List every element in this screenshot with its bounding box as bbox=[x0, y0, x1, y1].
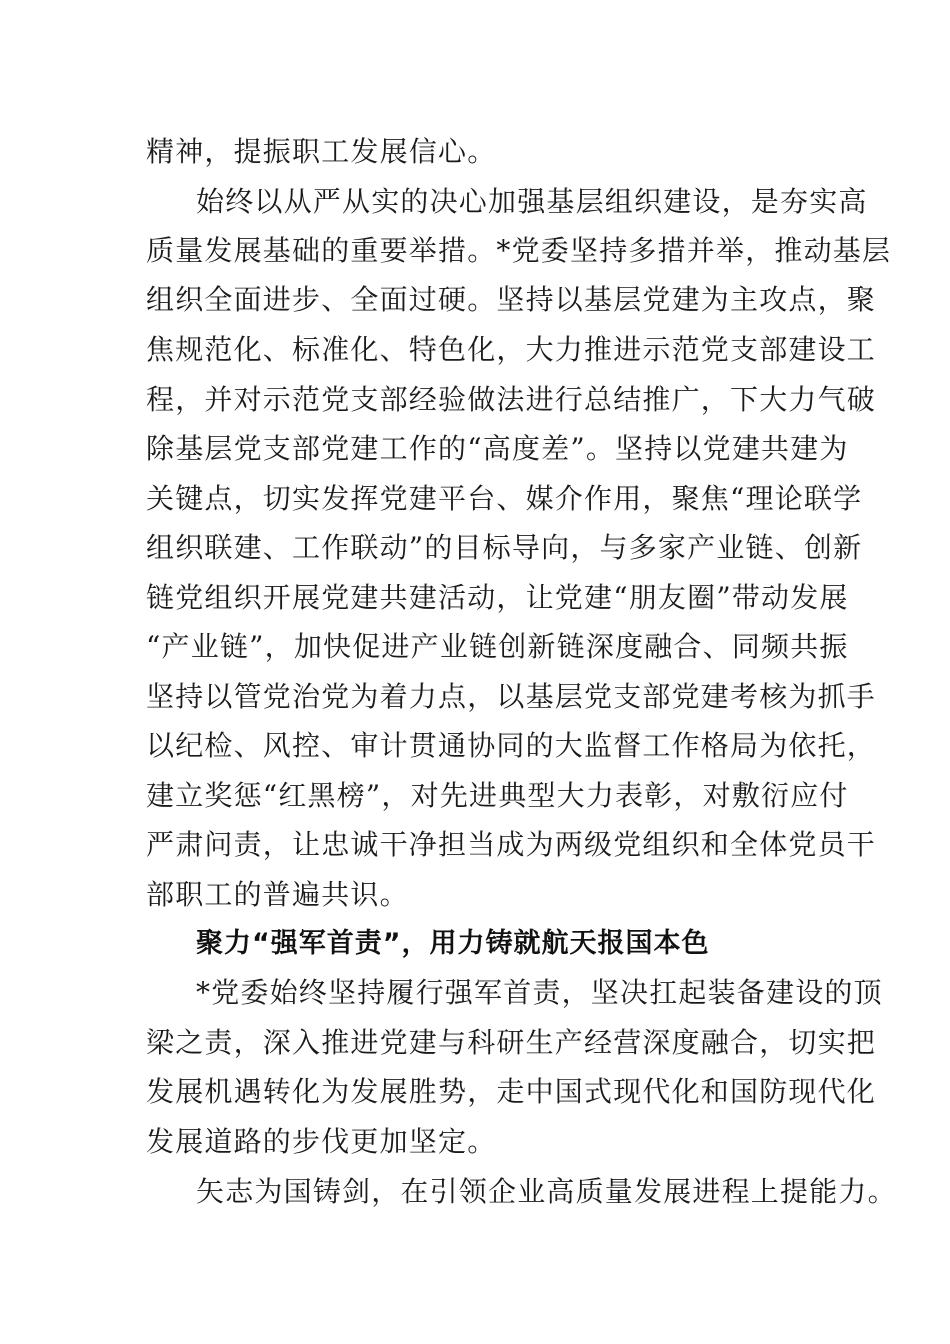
paragraph-line: 始终以从严从实的决心加强基层组织建设，是夯实高 bbox=[196, 185, 868, 218]
paragraph-line: 建立奖惩“红黑榜”，对先进典型大力表彰，对敷衍应付 bbox=[146, 779, 849, 812]
paragraph-line: 除基层党支部党建工作的“高度差”。坚持以党建共建为 bbox=[146, 432, 849, 465]
paragraph-line: *党委始终坚持履行强军首责，坚决扛起装备建设的顶 bbox=[196, 976, 883, 1009]
paragraph-line: 程，并对示范党支部经验做法进行总结推广，下大力气破 bbox=[146, 383, 877, 416]
paragraph-line: 矢志为国铸剑，在引领企业高质量发展进程上提能力。 bbox=[196, 1175, 897, 1208]
section-heading: 聚力“强军首责”，用力铸就航天报国本色 bbox=[196, 928, 710, 959]
paragraph-line: 焦规范化、标准化、特色化，大力推进示范党支部建设工 bbox=[146, 333, 877, 366]
paragraph-line: 发展机遇转化为发展胜势，走中国式现代化和国防现代化 bbox=[146, 1075, 877, 1108]
paragraph-line: 链党组织开展党建共建活动，让党建“朋友圈”带动发展 bbox=[146, 581, 849, 614]
paragraph-line: 发展道路的步伐更加坚定。 bbox=[146, 1125, 497, 1158]
paragraph-line: 梁之责，深入推进党建与科研生产经营深度融合，切实把 bbox=[146, 1026, 877, 1059]
paragraph-line: 组织联建、工作联动”的目标导向，与多家产业链、创新 bbox=[146, 531, 863, 564]
paragraph-line: 关键点，切实发挥党建平台、媒介作用，聚焦“理论联学 bbox=[146, 482, 863, 515]
paragraph-line: 坚持以管党治党为着力点，以基层党支部党建考核为抓手 bbox=[146, 680, 877, 713]
paragraph-line: 组织全面进步、全面过硬。坚持以基层党建为主攻点，聚 bbox=[146, 283, 877, 316]
paragraph-line: 以纪检、风控、审计贯通协同的大监督工作格局为依托， bbox=[146, 729, 877, 762]
paragraph-line: “产业链”，加快促进产业链创新链深度融合、同频共振 bbox=[146, 630, 849, 663]
paragraph-line: 精神，提振职工发展信心。 bbox=[146, 135, 497, 168]
paragraph-line: 严肃问责，让忠诚干净担当成为两级党组织和全体党员干 bbox=[146, 828, 877, 861]
paragraph-line: 部职工的普遍共识。 bbox=[146, 878, 409, 911]
paragraph-line: 质量发展基础的重要举措。*党委坚持多措并举，推动基层 bbox=[146, 234, 892, 267]
